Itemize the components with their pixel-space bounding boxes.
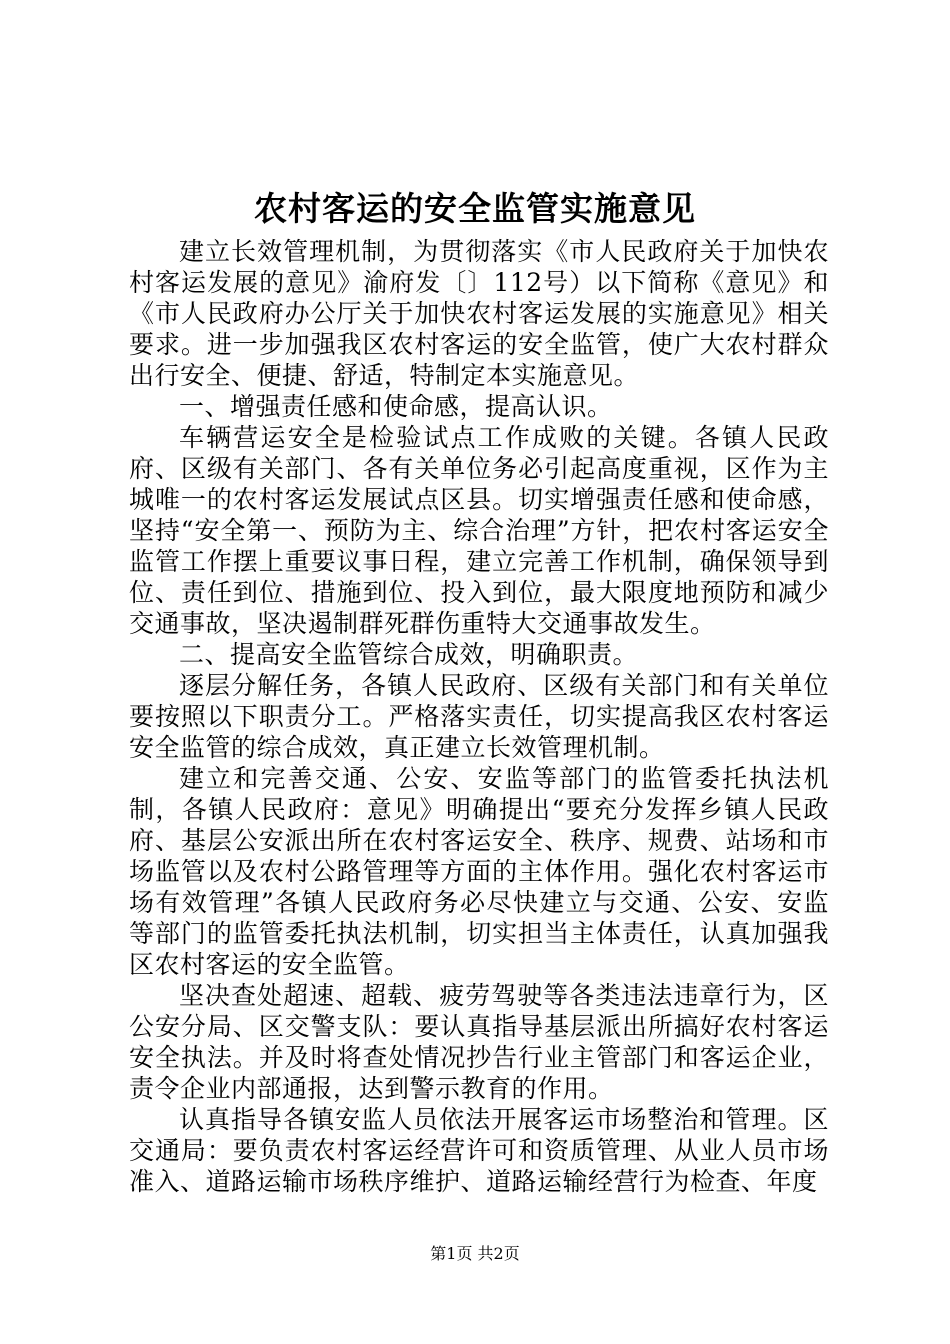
section-heading-1: 一、增强责任感和使命感，提高认识。 [179,392,613,421]
page-title: 农村客运的安全监管实施意见 [254,189,696,228]
paragraph-section-2: 逐层分解任务，各镇人民政府、区级有关部门和有关单位要按照以下职责分工。严格落实责任，切实提高我区农村客运安全监管的综合成效，真正建立长效管理机制。 [129,671,829,762]
paragraph-public-security: 坚决查处超速、超载、疲劳驾驶等各类违法违章行为，区公安分局、区交警支队：要认真指导基层派出所搞好农村客运安全执法。并及时将查处情况抄告行业主管部门和客运企业，责令企业内部通报，达到警示教育的作用。 [129,981,829,1103]
section-heading-2: 二、提高安全监管综合成效，明确职责。 [179,640,639,669]
document-body [129,236,829,1197]
paragraph-section-1: 车辆营运安全是检验试点工作成败的关键。各镇人民政府、区级有关部门、各有关单位务必引起高度重视，区作为主城唯一的农村客运发展试点区县。切实增强责任感和使命感，坚持“安全第一、预防为主、综合治理”方针，把农村客运安全监管工作摆上重要议事日程，建立完善工作机制，确保领导到位、责任到位、措施到位、投入到位，最大限度地预防和减少交通事故，坚决遏制群死群伤重特大交通事故发生。 [129,423,829,638]
paragraph-intro: 建立长效管理机制，为贯彻落实《市人民政府关于加快农村客运发展的意见》渝府发〔〕112号）以下简称《意见》和《市人民政府办公厅关于加快农村客运发展的实施意见》相关要求。进一步加强我区农村客运的安全监管，使广大农村群众出行安全、便捷、舒适，特制定本实施意见。 [129,237,829,390]
paragraph-town-governments: 建立和完善交通、公安、安监等部门的监管委托执法机制，各镇人民政府：意见》明确提出“要充分发挥乡镇人民政府、基层公安派出所在农村客运安全、秩序、规费、站场和市场监管以及农村公路管理等方面的主体作用。强化农村客运市场有效管理”各镇人民政府务必尽快建立与交通、公安、安监等部门的监管委托执法机制，切实担当主体责任，认真加强我区农村客运的安全监管。 [129,764,829,979]
paragraph-transport-bureau: 认真指导各镇安监人员依法开展客运市场整治和管理。区交通局：要负责农村客运经营许可和资质管理、从业人员市场准入、道路运输市场秩序维护、道路运输经营行为检查、年度 [129,1105,829,1196]
page-number-footer: 第1页 共2页 [430,1244,520,1263]
